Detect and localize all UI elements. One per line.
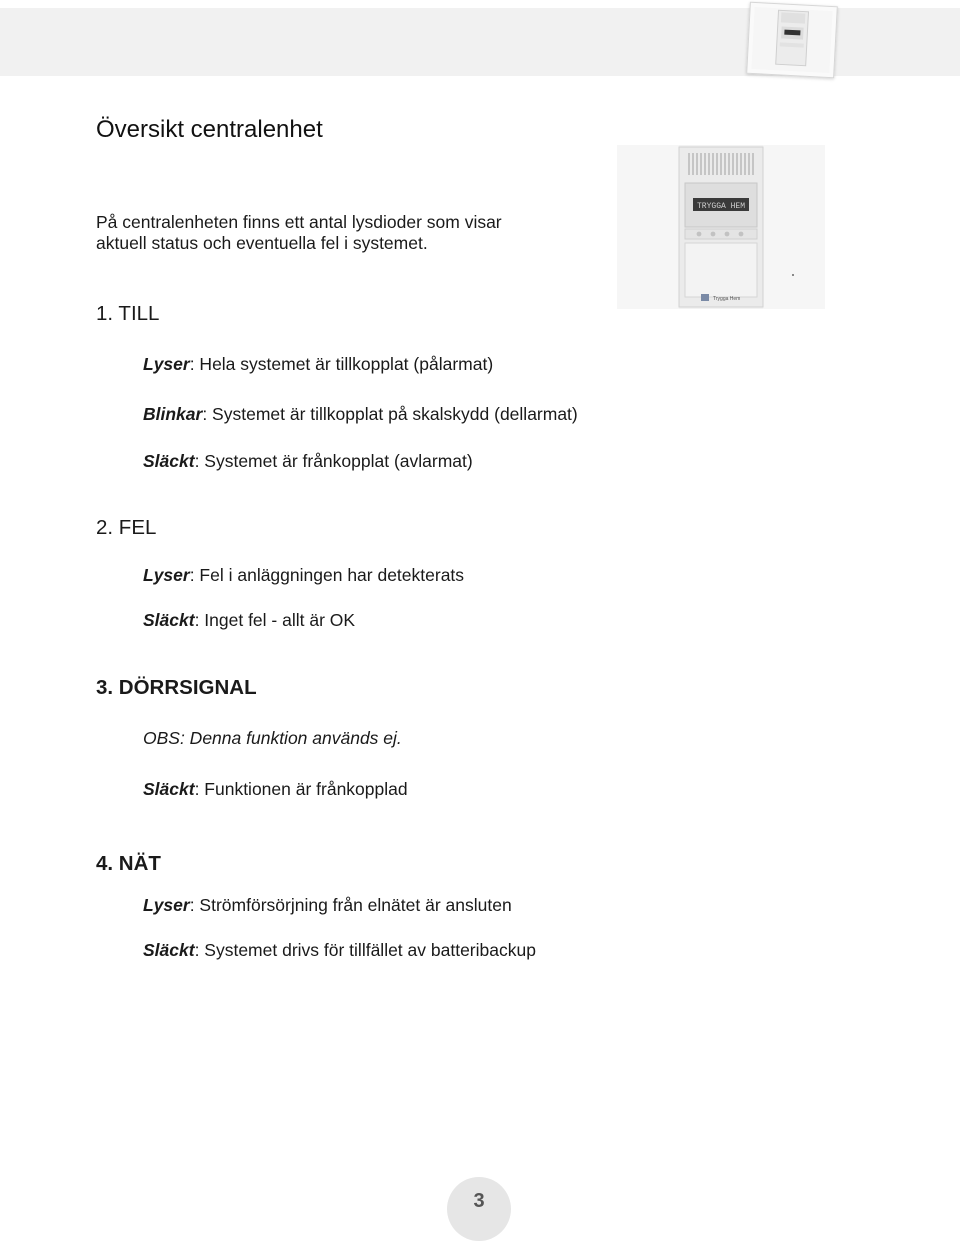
intro-paragraph: På centralenheten finns ett antal lysdioder som visar aktuell status och eventuella fel i systemet.: [96, 212, 502, 253]
page-number: 3: [473, 1190, 485, 1212]
section-heading-fel: 2. FEL: [96, 516, 157, 539]
status-line: Lyser: Fel i anläggningen har detekterats: [143, 565, 465, 585]
status-line: Släckt: Funktionen är frånkopplad: [143, 779, 408, 799]
status-line: Lyser: Hela systemet är tillkopplat (pålarmat): [143, 354, 494, 374]
section-heading-till: 1. TILL: [96, 302, 160, 325]
section-heading-nat: 4. NÄT: [96, 852, 161, 875]
page-title: Översikt centralenhet: [96, 116, 323, 143]
device-brand-text: Trygga Hem: [713, 296, 741, 302]
status-line: Lyser: Strömförsörjning från elnätet är ansluten: [143, 895, 512, 915]
note-line: OBS: Denna funktion används ej.: [143, 728, 402, 748]
status-line: Släckt: Systemet är frånkopplat (avlarmat): [143, 451, 473, 471]
section-heading-dorrsignal: 3. DÖRRSIGNAL: [96, 676, 257, 699]
thumbnail-image: [746, 2, 838, 79]
status-line: Blinkar: Systemet är tillkopplat på skalskydd (dellarmat): [143, 404, 578, 424]
device-screen-text: TRYGGA HEM: [696, 202, 746, 211]
status-line: Släckt: Inget fel - allt är OK: [143, 610, 356, 630]
status-line: Släckt: Systemet drivs för tillfället av batteribackup: [143, 940, 536, 960]
control-panel-image: [617, 145, 825, 309]
